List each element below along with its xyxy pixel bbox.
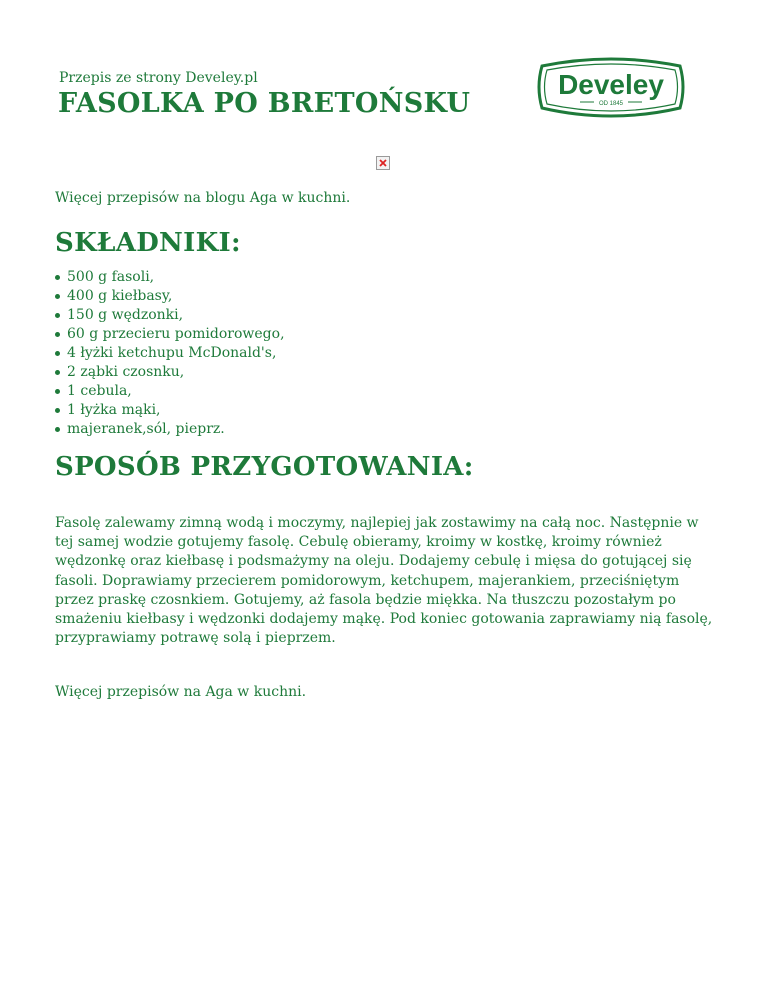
develey-logo[interactable] [536, 54, 686, 120]
bullet-icon [55, 332, 60, 337]
ingredient-text: 4 łyżki ketchupu McDonald's, [67, 345, 277, 361]
list-item [55, 306, 285, 325]
ingredients-list [55, 268, 285, 439]
blog-link[interactable]: Więcej przepisów na blogu Aga w kuchni. [55, 190, 351, 206]
method-heading: SPOSÓB PRZYGOTOWANIA: [55, 452, 474, 482]
list-item [55, 363, 285, 382]
source-line: Przepis ze strony Develey.pl [59, 70, 258, 86]
bullet-icon [55, 294, 60, 299]
list-item [55, 344, 285, 363]
ingredient-text: 1 łyżka mąki, [67, 402, 161, 418]
list-item [55, 382, 285, 401]
bullet-icon [55, 275, 60, 280]
ingredients-heading: SKŁADNIKI: [55, 228, 241, 258]
list-item [55, 401, 285, 420]
method-text: Fasolę zalewamy zimną wodą i moczymy, najlepiej jak zostawimy na całą noc. Następnie w tej samej wodzie gotujemy fasolę. Cebulę obieramy, kroimy w kostkę, kroimy również wędzonkę oraz kiełbasę i podsmażymy na oleju. Dodajemy cebulę i mięsa do gotującej się fasoli. Doprawiamy przecierem pomidorowym, ketchupem, majerankiem, przeciśniętym przez praskę czosnkiem. Gotujemy, aż fasola będzie miękka. Na tłuszczu pozostałym po smażeniu kiełbasy i wędzonki dodajemy mąkę. Pod koniec gotowania zaprawiamy nią fasolę, przyprawiamy potrawę solą i pieprzem. [55, 515, 713, 647]
logo-brand-text: Develey [558, 69, 664, 100]
ingredient-text: 150 g wędzonki, [67, 307, 184, 323]
bullet-icon [55, 370, 60, 375]
ingredient-text: 400 g kiełbasy, [67, 288, 173, 304]
list-item [55, 287, 285, 306]
broken-image-icon [376, 156, 390, 170]
footer-link[interactable]: Więcej przepisów na Aga w kuchni. [55, 684, 307, 700]
page-title: FASOLKA PO BRETOŃSKU [58, 88, 471, 119]
bullet-icon [55, 389, 60, 394]
ingredient-text: 1 cebula, [67, 383, 132, 399]
list-item [55, 420, 285, 439]
bullet-icon [55, 351, 60, 356]
bullet-icon [55, 313, 60, 318]
ingredient-text: 60 g przecieru pomidorowego, [67, 326, 285, 342]
ingredient-text: 500 g fasoli, [67, 269, 155, 285]
bullet-icon [55, 408, 60, 413]
list-item [55, 268, 285, 287]
develey-logo-icon [536, 54, 686, 120]
bullet-icon [55, 427, 60, 432]
ingredient-text: 2 ząbki czosnku, [67, 364, 185, 380]
list-item [55, 325, 285, 344]
ingredient-text: majeranek,sól, pieprz. [67, 421, 225, 437]
logo-tagline: OD 1845 [598, 101, 624, 107]
